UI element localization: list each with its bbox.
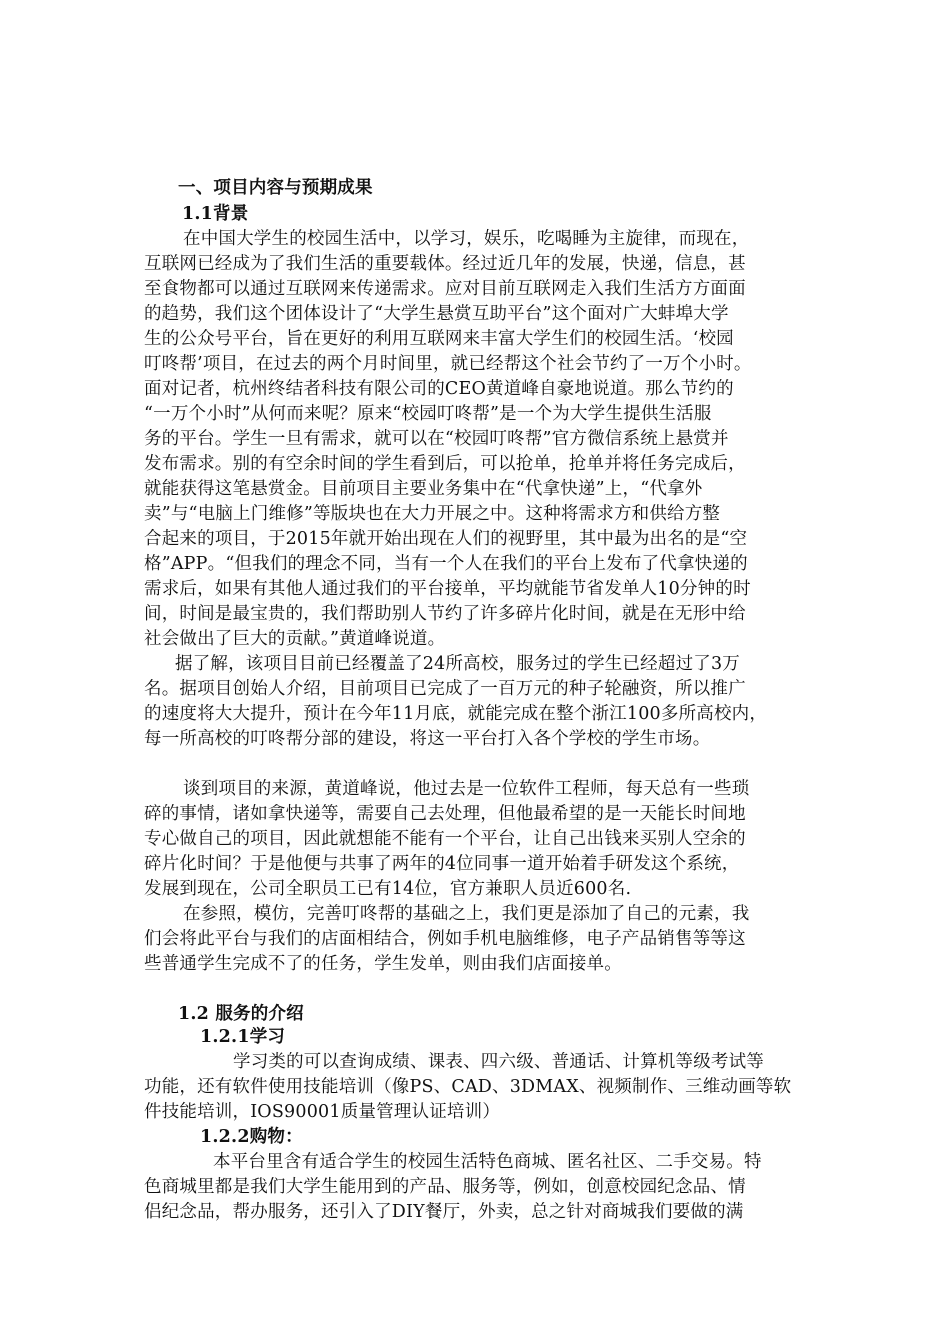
- paragraph-line: 的趋势，我们这个团体设计了“大学生悬赏互助平台”这个面对广大蚌埠大学: [144, 304, 729, 324]
- paragraph-line: 们会将此平台与我们的店面相结合，例如手机电脑维修，电子产品销售等等这: [144, 929, 746, 949]
- paragraph-line: 些普通学生完成不了的任务，学生发单，则由我们店面接单。: [144, 954, 622, 974]
- paragraph-line: 叮咚帮’项目，在过去的两个月时间里，就已经帮这个社会节约了一万个小时。: [144, 354, 752, 374]
- paragraph-line: 面对记者，杭州终结者科技有限公司的CEO黄道峰自豪地说道。那么节约的: [144, 379, 734, 399]
- subsection-heading-background: 1.1背景: [182, 204, 249, 224]
- paragraph-line: 碎的事情，诸如拿快递等，需要自己去处理，但他最希望的是一天能长时间地: [144, 804, 746, 824]
- paragraph-line: 发布需求。别的有空余时间的学生看到后，可以抢单，抢单并将任务完成后，: [144, 454, 746, 474]
- paragraph-line: 需求后，如果有其他人通过我们的平台接单，平均就能节省发单人10分钟的时: [144, 579, 751, 599]
- paragraph-line: 的速度将大大提升，预计在今年11月底，就能完成在整个浙江100多所高校内，: [144, 704, 768, 724]
- paragraph-line: 谈到项目的来源，黄道峰说，他过去是一位软件工程师，每天总有一些琐: [183, 779, 750, 799]
- paragraph-line: 务的平台。学生一旦有需求，就可以在“校园叮咚帮”官方微信系统上悬赏并: [144, 429, 729, 449]
- paragraph-line: 生的公众号平台，旨在更好的利用互联网来丰富大学生们的校园生活。‘校园: [144, 329, 734, 349]
- subsubsection-heading-shopping: 1.2.2购物：: [200, 1127, 303, 1147]
- paragraph-line: 间，时间是最宝贵的，我们帮助别人节约了许多碎片化时间，就是在无形中给: [144, 604, 746, 624]
- paragraph-line: 学习类的可以查询成绩、课表、四六级、普通话、计算机等级考试等: [233, 1052, 764, 1072]
- paragraph-line: 侣纪念品，帮办服务，还引入了DIY餐厅，外卖，总之针对商城我们要做的满: [144, 1202, 744, 1222]
- paragraph-line: 本平台里含有适合学生的校园生活特色商城、匿名社区、二手交易。特: [213, 1152, 762, 1172]
- paragraph-line: 据了解，该项目目前已经覆盖了24所高校，服务过的学生已经超过了3万: [175, 654, 740, 674]
- paragraph-line: 碎片化时间？于是他便与共事了两年的4位同事一道开始着手研发这个系统，: [144, 854, 740, 874]
- paragraph-line: 色商城里都是我们大学生能用到的产品、服务等，例如，创意校园纪念品、情: [144, 1177, 746, 1197]
- paragraph-line: 卖”与“电脑上门维修”等版块也在大力开展之中。这种将需求方和供给方整: [144, 504, 721, 524]
- paragraph-line: 名。据项目创始人介绍，目前项目已完成了一百万元的种子轮融资，所以推广: [144, 679, 746, 699]
- paragraph-line: 格”APP。“但我们的理念不同，当有一个人在我们的平台上发布了代拿快递的: [144, 554, 748, 574]
- paragraph-line: 合起来的项目，于2015年就开始出现在人们的视野里，其中最为出名的是“空: [144, 529, 748, 549]
- paragraph-line: 每一所高校的叮咚帮分部的建设，将这一平台打入各个学校的学生市场。: [144, 729, 711, 749]
- section-title: 一、项目内容与预期成果: [178, 178, 373, 198]
- paragraph-line: 专心做自己的项目，因此就想能不能有一个平台，让自己出钱来买别人空余的: [144, 829, 746, 849]
- subsubsection-heading-study: 1.2.1学习: [200, 1027, 286, 1047]
- paragraph-line: 在参照，模仿，完善叮咚帮的基础之上，我们更是添加了自己的元素，我: [183, 904, 750, 924]
- paragraph-line: 就能获得这笔悬赏金。目前项目主要业务集中在“代拿快递”上，“代拿外: [144, 479, 703, 499]
- paragraph-line: 功能，还有软件使用技能培训（像PS、CAD、3DMAX、视频制作、三维动画等软: [144, 1077, 792, 1097]
- paragraph-line: 件技能培训，IOS90001质量管理认证培训）: [144, 1102, 501, 1122]
- paragraph-line: 至食物都可以通过互联网来传递需求。应对目前互联网走入我们生活方方面面: [144, 279, 746, 299]
- paragraph-line: 在中国大学生的校园生活中，以学习，娱乐，吃喝睡为主旋律，而现在，: [183, 229, 750, 249]
- paragraph-line: “一万个小时”从何而来呢？原来“校园叮咚帮”是一个为大学生提供生活服: [144, 404, 712, 424]
- paragraph-line: 发展到现在，公司全职员工已有14位，官方兼职人员近600名.: [144, 879, 632, 899]
- paragraph-line: 互联网已经成为了我们生活的重要载体。经过近几年的发展，快递，信息，甚: [144, 254, 746, 274]
- subsection-heading-services: 1.2 服务的介绍: [178, 1004, 304, 1024]
- paragraph-line: 社会做出了巨大的贡献。”黄道峰说道。: [144, 629, 446, 649]
